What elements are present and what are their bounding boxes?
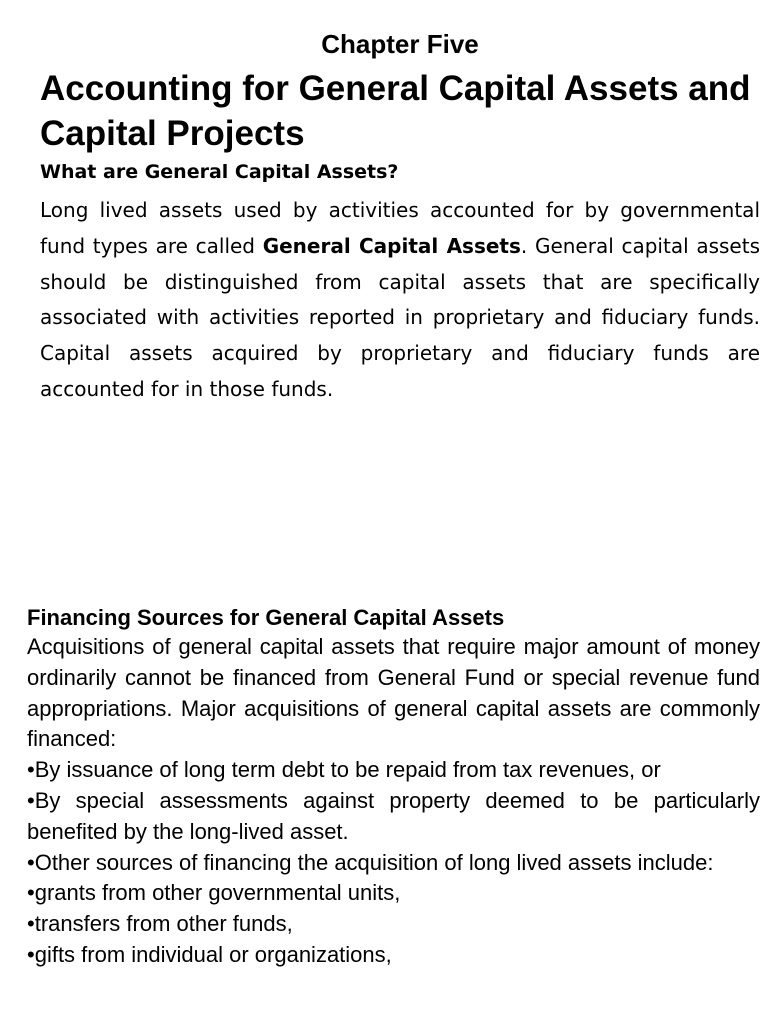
financing-intro: Acquisitions of general capital assets that require major amount of money ordinarily cannot be financed from General Fund or special revenue fund appropriations. Major acquisitions of general capital assets are commonly financed: <box>27 634 760 752</box>
financing-bullet-debt: •By issuance of long term debt to be repaid from tax revenues, or <box>27 757 661 783</box>
definition-text-part1: Long lived assets used by activities accounted for by governmental fund types are called <box>40 198 760 258</box>
chapter-title: Accounting for General Capital Assets and Capital Projects <box>40 69 751 153</box>
financing-bullet-gifts: •gifts from individual or organizations, <box>27 941 392 967</box>
slide-financing-sources <box>0 600 768 1024</box>
financing-body <box>27 632 760 971</box>
definition-bold-term: General Capital Assets <box>262 233 521 258</box>
financing-bullet-grants: •grants from other governmental units, <box>27 880 401 906</box>
definition-text-part2: . General capital assets should be distinguished from capital assets that are specifically associated with activities reported in proprietary and fiduciary funds. Capital assets acquired by proprietary and fiduciary funds are accounted for in those funds. <box>40 233 760 401</box>
chapter-label: Chapter Five <box>321 29 479 59</box>
financing-bullet-assessments: •By special assessments against property deemed to be particularly benefited by the long-lived asset. <box>27 787 760 844</box>
financing-bullet-other-sources: •Other sources of financing the acquisition of long lived assets include: <box>27 849 714 875</box>
section-question: What are General Capital Assets? <box>40 161 399 183</box>
slide-chapter-intro <box>0 0 768 500</box>
definition-paragraph <box>40 193 760 408</box>
financing-bullet-transfers: •transfers from other funds, <box>27 911 293 937</box>
financing-heading: Financing Sources for General Capital Assets <box>27 605 505 630</box>
